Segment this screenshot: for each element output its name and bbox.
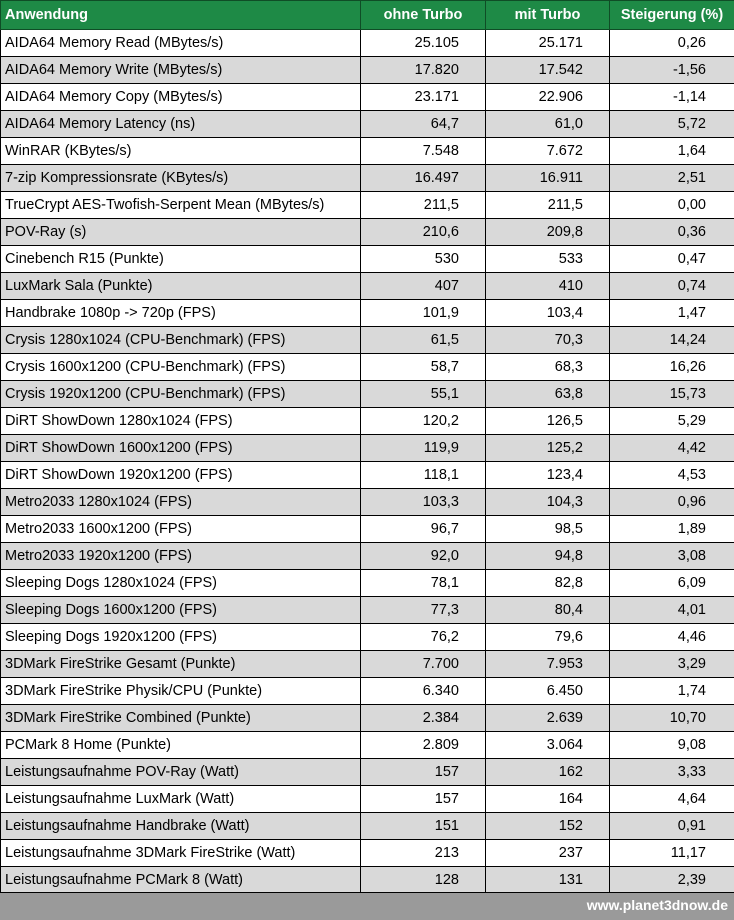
cell-increase: 5,29 [610,408,734,435]
table-row [1,327,734,354]
table-row [1,678,734,705]
cell-with-turbo: 209,8 [486,219,610,246]
cell-increase: 1,89 [610,516,734,543]
cell-with-turbo: 7.953 [486,651,610,678]
cell-without-turbo: 407 [361,273,486,300]
cell-without-turbo: 120,2 [361,408,486,435]
cell-with-turbo: 164 [486,786,610,813]
footer-bar [0,892,734,920]
cell-application: AIDA64 Memory Read (MBytes/s) [1,30,361,57]
cell-application: Metro2033 1920x1200 (FPS) [1,543,361,570]
cell-with-turbo: 6.450 [486,678,610,705]
cell-without-turbo: 128 [361,867,486,894]
cell-with-turbo: 70,3 [486,327,610,354]
cell-application: Sleeping Dogs 1920x1200 (FPS) [1,624,361,651]
cell-increase: 14,24 [610,327,734,354]
table-row [1,840,734,867]
cell-application: WinRAR (KBytes/s) [1,138,361,165]
cell-without-turbo: 211,5 [361,192,486,219]
table-row [1,408,734,435]
cell-with-turbo: 104,3 [486,489,610,516]
cell-without-turbo: 2.384 [361,705,486,732]
cell-increase: 4,64 [610,786,734,813]
cell-with-turbo: 63,8 [486,381,610,408]
table-row [1,462,734,489]
cell-increase: 9,08 [610,732,734,759]
table-row [1,624,734,651]
cell-without-turbo: 92,0 [361,543,486,570]
table-row [1,732,734,759]
cell-with-turbo: 103,4 [486,300,610,327]
header-without-turbo: ohne Turbo [361,1,486,30]
cell-increase: 15,73 [610,381,734,408]
cell-application: LuxMark Sala (Punkte) [1,273,361,300]
cell-with-turbo: 123,4 [486,462,610,489]
cell-with-turbo: 22.906 [486,84,610,111]
cell-increase: 10,70 [610,705,734,732]
cell-increase: 3,08 [610,543,734,570]
table-row [1,381,734,408]
cell-increase: 4,01 [610,597,734,624]
cell-without-turbo: 76,2 [361,624,486,651]
table-row [1,489,734,516]
table-row [1,651,734,678]
header-increase: Steigerung (%) [610,1,734,30]
cell-increase: 0,47 [610,246,734,273]
cell-application: Crysis 1280x1024 (CPU-Benchmark) (FPS) [1,327,361,354]
table-row [1,354,734,381]
cell-increase: 3,29 [610,651,734,678]
cell-increase: 0,00 [610,192,734,219]
cell-increase: 1,74 [610,678,734,705]
cell-application: Leistungsaufnahme LuxMark (Watt) [1,786,361,813]
cell-application: AIDA64 Memory Latency (ns) [1,111,361,138]
cell-without-turbo: 157 [361,786,486,813]
cell-without-turbo: 151 [361,813,486,840]
cell-with-turbo: 211,5 [486,192,610,219]
cell-with-turbo: 61,0 [486,111,610,138]
site-credit: www.planet3dnow.de [586,897,728,913]
table-row [1,57,734,84]
table-row [1,759,734,786]
cell-with-turbo: 126,5 [486,408,610,435]
table-row [1,786,734,813]
cell-without-turbo: 119,9 [361,435,486,462]
cell-without-turbo: 103,3 [361,489,486,516]
cell-application: POV-Ray (s) [1,219,361,246]
cell-without-turbo: 2.809 [361,732,486,759]
cell-application: Cinebench R15 (Punkte) [1,246,361,273]
cell-application: PCMark 8 Home (Punkte) [1,732,361,759]
table-row [1,597,734,624]
cell-increase: 3,33 [610,759,734,786]
table-row [1,867,734,894]
header-row [1,1,734,30]
cell-without-turbo: 25.105 [361,30,486,57]
cell-without-turbo: 530 [361,246,486,273]
cell-with-turbo: 152 [486,813,610,840]
cell-increase: 5,72 [610,111,734,138]
cell-increase: 16,26 [610,354,734,381]
table-row [1,246,734,273]
cell-without-turbo: 16.497 [361,165,486,192]
cell-without-turbo: 78,1 [361,570,486,597]
cell-with-turbo: 68,3 [486,354,610,381]
table-row [1,192,734,219]
cell-with-turbo: 2.639 [486,705,610,732]
table-row [1,84,734,111]
cell-increase: 1,64 [610,138,734,165]
table-row [1,543,734,570]
cell-application: 3DMark FireStrike Gesamt (Punkte) [1,651,361,678]
cell-increase: 4,42 [610,435,734,462]
cell-increase: -1,56 [610,57,734,84]
cell-increase: 0,26 [610,30,734,57]
table-row [1,813,734,840]
cell-with-turbo: 79,6 [486,624,610,651]
cell-application: Crysis 1600x1200 (CPU-Benchmark) (FPS) [1,354,361,381]
cell-increase: 0,91 [610,813,734,840]
cell-with-turbo: 410 [486,273,610,300]
cell-increase: 0,96 [610,489,734,516]
cell-with-turbo: 98,5 [486,516,610,543]
cell-application: AIDA64 Memory Copy (MBytes/s) [1,84,361,111]
cell-with-turbo: 533 [486,246,610,273]
cell-increase: 6,09 [610,570,734,597]
cell-application: DiRT ShowDown 1600x1200 (FPS) [1,435,361,462]
cell-application: Leistungsaufnahme Handbrake (Watt) [1,813,361,840]
cell-without-turbo: 157 [361,759,486,786]
cell-without-turbo: 64,7 [361,111,486,138]
cell-application: 3DMark FireStrike Combined (Punkte) [1,705,361,732]
cell-application: Metro2033 1280x1024 (FPS) [1,489,361,516]
cell-increase: 0,36 [610,219,734,246]
cell-application: 3DMark FireStrike Physik/CPU (Punkte) [1,678,361,705]
table-body [1,30,734,894]
cell-increase: -1,14 [610,84,734,111]
cell-application: Leistungsaufnahme POV-Ray (Watt) [1,759,361,786]
cell-with-turbo: 7.672 [486,138,610,165]
cell-application: AIDA64 Memory Write (MBytes/s) [1,57,361,84]
table-row [1,570,734,597]
cell-with-turbo: 80,4 [486,597,610,624]
cell-application: Handbrake 1080p -> 720p (FPS) [1,300,361,327]
cell-application: DiRT ShowDown 1280x1024 (FPS) [1,408,361,435]
cell-with-turbo: 16.911 [486,165,610,192]
cell-with-turbo: 237 [486,840,610,867]
cell-with-turbo: 25.171 [486,30,610,57]
cell-with-turbo: 131 [486,867,610,894]
cell-without-turbo: 58,7 [361,354,486,381]
cell-application: Metro2033 1600x1200 (FPS) [1,516,361,543]
cell-without-turbo: 61,5 [361,327,486,354]
cell-without-turbo: 210,6 [361,219,486,246]
cell-increase: 2,39 [610,867,734,894]
cell-without-turbo: 7.700 [361,651,486,678]
table-header [1,1,734,30]
cell-increase: 4,53 [610,462,734,489]
cell-application: Sleeping Dogs 1280x1024 (FPS) [1,570,361,597]
table-row [1,435,734,462]
cell-without-turbo: 55,1 [361,381,486,408]
cell-without-turbo: 213 [361,840,486,867]
table-row [1,111,734,138]
cell-application: Leistungsaufnahme 3DMark FireStrike (Watt) [1,840,361,867]
cell-with-turbo: 162 [486,759,610,786]
table-row [1,705,734,732]
cell-increase: 1,47 [610,300,734,327]
cell-with-turbo: 17.542 [486,57,610,84]
table-row [1,273,734,300]
cell-with-turbo: 125,2 [486,435,610,462]
cell-application: Sleeping Dogs 1600x1200 (FPS) [1,597,361,624]
cell-application: 7-zip Kompressionsrate (KBytes/s) [1,165,361,192]
table-row [1,516,734,543]
cell-without-turbo: 96,7 [361,516,486,543]
cell-with-turbo: 82,8 [486,570,610,597]
cell-without-turbo: 17.820 [361,57,486,84]
cell-without-turbo: 6.340 [361,678,486,705]
cell-increase: 2,51 [610,165,734,192]
cell-without-turbo: 7.548 [361,138,486,165]
header-with-turbo: mit Turbo [486,1,610,30]
cell-increase: 0,74 [610,273,734,300]
cell-application: Leistungsaufnahme PCMark 8 (Watt) [1,867,361,894]
cell-increase: 4,46 [610,624,734,651]
cell-without-turbo: 101,9 [361,300,486,327]
cell-application: TrueCrypt AES-Twofish-Serpent Mean (MBytes/s) [1,192,361,219]
cell-with-turbo: 3.064 [486,732,610,759]
table-row [1,138,734,165]
cell-with-turbo: 94,8 [486,543,610,570]
header-application: Anwendung [1,1,361,30]
cell-without-turbo: 118,1 [361,462,486,489]
cell-application: Crysis 1920x1200 (CPU-Benchmark) (FPS) [1,381,361,408]
table-row [1,30,734,57]
cell-application: DiRT ShowDown 1920x1200 (FPS) [1,462,361,489]
table-row [1,300,734,327]
table-row [1,165,734,192]
table-row [1,219,734,246]
cell-without-turbo: 23.171 [361,84,486,111]
cell-without-turbo: 77,3 [361,597,486,624]
cell-increase: 11,17 [610,840,734,867]
